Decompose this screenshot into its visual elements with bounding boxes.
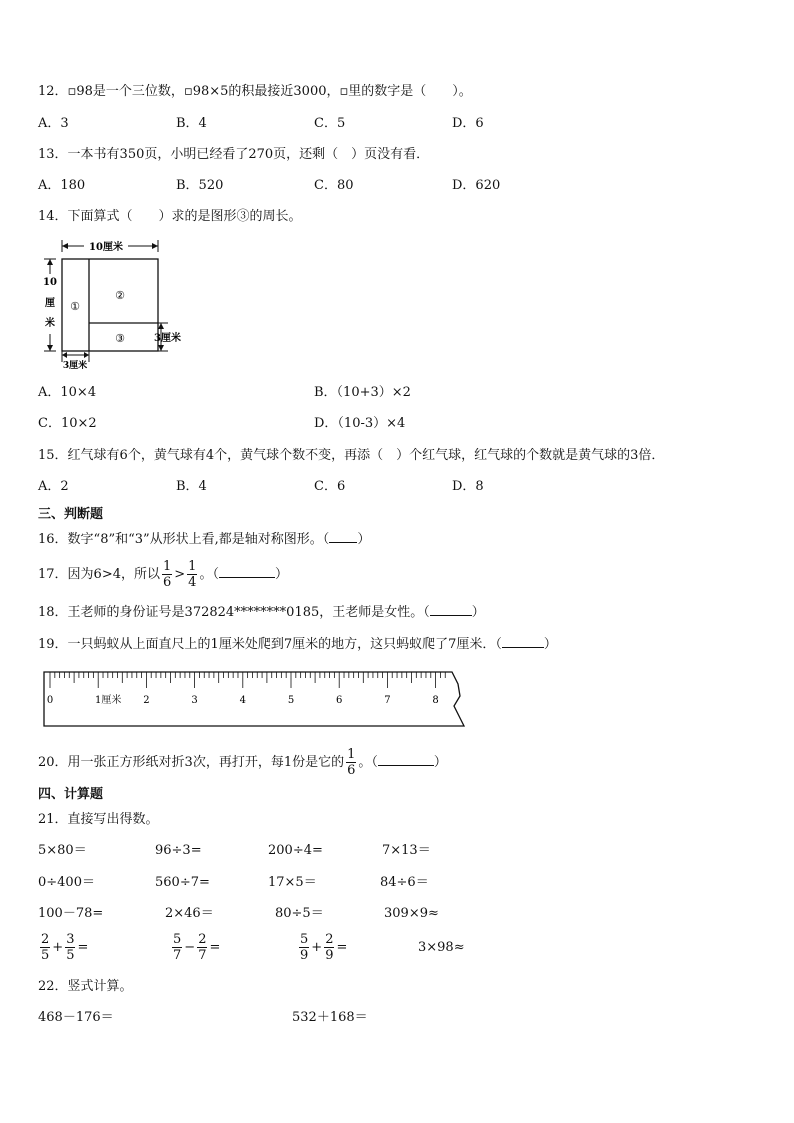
frac1-b: 5 <box>41 948 50 963</box>
q16-text: 16．数字“8”和“3”从形状上看,都是轴对称图形。（ <box>38 532 330 547</box>
q17-f1-den: 6 <box>162 575 172 590</box>
q17-close: ） <box>274 567 288 582</box>
q17-answer-blank[interactable] <box>219 565 275 578</box>
q13-option-b[interactable]: B．520 <box>176 178 224 193</box>
q20-post: 。（ <box>358 755 378 770</box>
ruler-label: 2 <box>143 695 150 706</box>
top-dim-label: 10厘米 <box>89 242 123 253</box>
frac2-d: 7 <box>198 948 207 963</box>
q14-option-d[interactable]: D．（10-3）×4 <box>314 416 406 431</box>
calc-item[interactable]: 100－78= <box>38 906 104 921</box>
frac3-d: 9 <box>325 948 334 963</box>
section-4-heading: 四、计算题 <box>38 787 104 802</box>
q16 <box>38 530 370 549</box>
q17-f1-num: 1 <box>162 559 172 574</box>
left-dim-label-num: 10 <box>43 277 57 288</box>
calc-fraction-2[interactable] <box>170 928 220 968</box>
calc-item[interactable]: 96÷3= <box>155 843 202 858</box>
q13-option-c[interactable]: C．80 <box>314 178 354 193</box>
ruler-label: 3 <box>191 695 198 706</box>
q20-f-num: 1 <box>347 747 356 762</box>
frac3-a: 5 <box>300 932 309 947</box>
q19 <box>38 635 557 654</box>
q17-gt: > <box>174 567 186 582</box>
q15-option-b[interactable]: B．4 <box>176 479 207 494</box>
frac3-c: 2 <box>325 932 334 947</box>
q20 <box>38 743 447 783</box>
q18 <box>38 603 485 622</box>
q12-option-c[interactable]: C．5 <box>314 116 346 131</box>
calc-item[interactable]: 80÷5＝ <box>275 906 324 921</box>
q13-stem: 13．一本书有350页，小明已经看了270页，还剩（ ）页没有看． <box>38 147 430 162</box>
q14-stem: 14．下面算式（ ）求的是图形③的周长。 <box>38 209 302 224</box>
right-dim-label: 3厘米 <box>154 333 181 344</box>
q12-option-a[interactable]: A．3 <box>38 116 69 131</box>
calc-item[interactable]: 84÷6＝ <box>380 875 429 890</box>
calc-item[interactable]: 3×98≈ <box>418 940 465 955</box>
q12-option-b[interactable]: B．4 <box>176 116 207 131</box>
frac2-eq: = <box>209 940 221 955</box>
q19-answer-blank[interactable] <box>502 635 544 648</box>
frac1-a: 2 <box>41 932 50 947</box>
ruler-label: 8 <box>432 695 439 706</box>
bottom-dim-label: 3厘米 <box>62 361 88 370</box>
ruler <box>40 666 470 732</box>
left-dim-label-c2: 米 <box>45 318 55 329</box>
calc-item[interactable]: 7×13＝ <box>382 843 431 858</box>
q20-fraction <box>346 747 356 778</box>
q19-text: 19．一只蚂蚁从上面直尺上的1厘米处爬到7厘米的地方，这只蚂蚁爬了7厘米．（ <box>38 637 502 652</box>
q12-stem: 12．▫98是一个三位数，▫98×5的积最接近3000，▫里的数字是（ ）。 <box>38 84 472 99</box>
ruler-label: 1厘米 <box>95 695 122 706</box>
calc-fraction-3[interactable] <box>297 928 347 968</box>
q22-stem: 22．竖式计算。 <box>38 979 133 994</box>
frac3-op: + <box>311 940 323 955</box>
calc-item[interactable]: 2×46＝ <box>165 906 214 921</box>
frac3-eq: = <box>336 940 348 955</box>
vertical-calc-item[interactable]: 532＋168＝ <box>292 1010 368 1025</box>
q17-fraction-1 <box>162 559 172 590</box>
ruler-label: 6 <box>336 695 343 706</box>
frac2-op: − <box>184 940 196 955</box>
frac1-d: 5 <box>66 948 75 963</box>
calc-fraction-1[interactable] <box>38 928 88 968</box>
q16-close: ） <box>357 532 371 547</box>
region-1: ① <box>70 300 80 313</box>
frac3-b: 9 <box>300 948 309 963</box>
q13-option-d[interactable]: D．620 <box>452 178 501 193</box>
frac1-eq: = <box>77 940 89 955</box>
frac2-b: 7 <box>173 948 182 963</box>
q18-close: ） <box>471 605 485 620</box>
calc-item[interactable]: 309×9≈ <box>384 906 439 921</box>
q20-pre: 20．用一张正方形纸对折3次，再打开，每1份是它的 <box>38 755 345 770</box>
q15-stem: 15．红气球有6个，黄气球有4个，黄气球个数不变，再添（ ）个红气球，红气球的个数就是黄气球的3倍． <box>38 448 665 463</box>
ruler-label: 0 <box>46 695 54 706</box>
q19-close: ） <box>543 637 557 652</box>
q17-f2-num: 1 <box>188 559 197 574</box>
q17-post: 。（ <box>199 567 219 582</box>
q18-text: 18．王老师的身份证号是372824********0185，王老师是女性。（ <box>38 605 430 620</box>
ruler-label: 5 <box>287 695 295 706</box>
frac2-c: 2 <box>198 932 207 947</box>
q15-option-a[interactable]: A．2 <box>38 479 69 494</box>
vertical-calc-item[interactable]: 468－176＝ <box>38 1010 114 1025</box>
left-dim-label-c1: 厘 <box>45 298 55 309</box>
q17-f2-den: 4 <box>188 575 197 590</box>
q21-stem: 21．直接写出得数。 <box>38 812 159 827</box>
region-3: ③ <box>115 332 125 345</box>
calc-item[interactable]: 5×80＝ <box>38 843 87 858</box>
calc-item[interactable]: 0÷400＝ <box>38 875 95 890</box>
q16-answer-blank[interactable] <box>329 530 357 543</box>
q14-option-b[interactable]: B．（10+3）×2 <box>314 385 411 400</box>
calc-item[interactable]: 17×5＝ <box>268 875 317 890</box>
calc-item[interactable]: 200÷4= <box>268 843 323 858</box>
region-2: ② <box>115 289 125 302</box>
q14-option-a[interactable]: A．10×4 <box>38 385 97 400</box>
q17-fraction-2 <box>187 559 197 590</box>
frac1-c: 3 <box>66 932 75 947</box>
q20-f-den: 6 <box>347 763 356 778</box>
q18-answer-blank[interactable] <box>430 603 472 616</box>
q14-option-c[interactable]: C．10×2 <box>38 416 97 431</box>
ruler-label: 7 <box>384 695 391 706</box>
q20-answer-blank[interactable] <box>378 753 434 766</box>
q17 <box>38 555 288 595</box>
frac2-a: 5 <box>173 932 182 947</box>
ruler-label: 4 <box>239 695 246 706</box>
q13-option-a[interactable]: A．180 <box>38 178 86 193</box>
q17-pre: 17．因为6>4，所以 <box>38 567 160 582</box>
q15-option-d[interactable]: D．8 <box>452 479 484 494</box>
calc-item[interactable]: 560÷7= <box>155 875 210 890</box>
frac1-op: + <box>52 940 64 955</box>
q14-figure <box>40 238 190 370</box>
section-3-heading: 三、判断题 <box>38 507 104 522</box>
q12-option-d[interactable]: D．6 <box>452 116 484 131</box>
q20-close: ） <box>433 755 447 770</box>
q15-option-c[interactable]: C．6 <box>314 479 346 494</box>
